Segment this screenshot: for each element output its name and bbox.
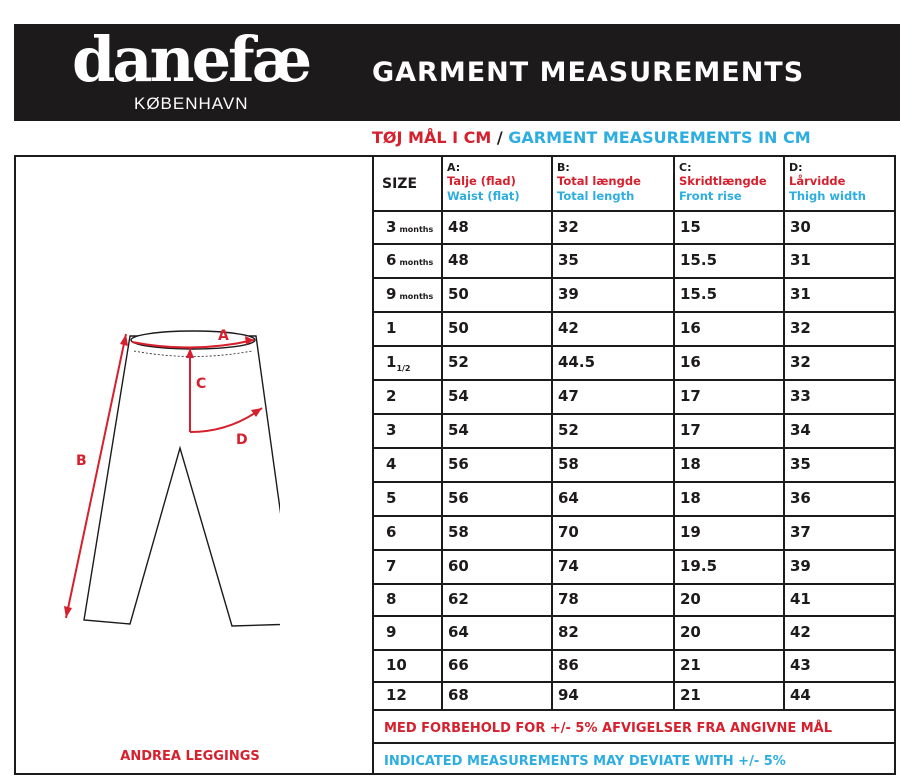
size-cell bbox=[386, 318, 396, 338]
measure-b-arrow bbox=[66, 334, 126, 618]
table-cell: 44.5 bbox=[558, 353, 596, 371]
table-cell: 43 bbox=[790, 656, 811, 674]
table-cell: 31 bbox=[790, 251, 811, 269]
table-cell: 94 bbox=[558, 686, 579, 704]
size-cell bbox=[386, 420, 396, 440]
label-c: C bbox=[196, 376, 207, 392]
table-row-divider bbox=[374, 345, 896, 347]
size-cell bbox=[386, 250, 433, 273]
label-a: A bbox=[218, 328, 229, 344]
size-cell bbox=[386, 589, 396, 609]
size-value: 5 bbox=[386, 489, 397, 507]
table-cell: 66 bbox=[448, 656, 469, 674]
table-row-divider bbox=[374, 649, 896, 651]
column-letter: B: bbox=[557, 161, 570, 174]
table-row-divider bbox=[374, 583, 896, 585]
table-cell: 17 bbox=[680, 387, 701, 405]
size-cell bbox=[386, 488, 396, 508]
size-value: 3 bbox=[386, 421, 397, 439]
table-row-divider bbox=[374, 243, 896, 245]
subtitle-separator: / bbox=[491, 128, 509, 147]
subtitle-english: GARMENT MEASUREMENTS IN CM bbox=[508, 128, 811, 147]
footnote-english: INDICATED MEASUREMENTS MAY DEVIATE WITH +/- 5% bbox=[384, 754, 786, 769]
table-cell: 39 bbox=[558, 285, 579, 303]
size-value: 7 bbox=[386, 557, 397, 575]
table-cell: 15.5 bbox=[680, 285, 718, 303]
table-row-divider bbox=[374, 615, 896, 617]
table-cell: 15 bbox=[680, 218, 701, 236]
size-cell bbox=[386, 685, 407, 705]
table-cell: 33 bbox=[790, 387, 811, 405]
size-value: 6 bbox=[386, 523, 397, 541]
size-cell bbox=[386, 284, 433, 307]
footnote-danish: MED FORBEHOLD FOR +/- 5% AFVIGELSER FRA ANGIVNE MÅL bbox=[384, 721, 833, 736]
table-row-divider bbox=[374, 379, 896, 381]
size-cell bbox=[386, 352, 411, 379]
table-cell: 48 bbox=[448, 251, 469, 269]
column-letter: A: bbox=[447, 161, 461, 174]
size-value: 1 bbox=[386, 319, 397, 337]
brand-name: danefæ bbox=[72, 23, 310, 96]
table-column-divider bbox=[441, 157, 443, 710]
table-cell: 64 bbox=[448, 623, 469, 641]
table-row-divider bbox=[374, 447, 896, 449]
table-cell: 19.5 bbox=[680, 557, 718, 575]
column-label-danish: Lårvidde bbox=[789, 174, 846, 188]
table-row-divider bbox=[374, 549, 896, 551]
column-label-danish: Total længde bbox=[557, 174, 641, 188]
table-cell: 54 bbox=[448, 387, 469, 405]
table-cell: 74 bbox=[558, 557, 579, 575]
table-cell: 64 bbox=[558, 489, 579, 507]
table-cell: 35 bbox=[558, 251, 579, 269]
size-suffix: months bbox=[399, 225, 434, 234]
table-cell: 31 bbox=[790, 285, 811, 303]
table-cell: 50 bbox=[448, 285, 469, 303]
column-label-english: Thigh width bbox=[789, 189, 866, 203]
size-cell bbox=[386, 556, 396, 576]
table-cell: 20 bbox=[680, 590, 701, 608]
table-cell: 44 bbox=[790, 686, 811, 704]
waistband bbox=[131, 331, 255, 349]
table-row-divider bbox=[374, 515, 896, 517]
leggings-diagram bbox=[50, 320, 280, 640]
column-label-danish: Talje (flad) bbox=[447, 174, 516, 188]
table-cell: 32 bbox=[558, 218, 579, 236]
brand-logo bbox=[72, 24, 332, 121]
size-value: 9 bbox=[386, 623, 397, 641]
size-value: 9 bbox=[386, 285, 397, 303]
table-cell: 34 bbox=[790, 421, 811, 439]
size-suffix: months bbox=[399, 292, 434, 301]
size-header: SIZE bbox=[382, 176, 418, 192]
table-cell: 32 bbox=[790, 319, 811, 337]
table-cell: 52 bbox=[558, 421, 579, 439]
table-cell: 56 bbox=[448, 455, 469, 473]
table-cell: 18 bbox=[680, 489, 701, 507]
size-value: 12 bbox=[386, 686, 407, 704]
table-cell: 82 bbox=[558, 623, 579, 641]
column-label-english: Waist (flat) bbox=[447, 189, 520, 203]
table-row-divider bbox=[374, 277, 896, 279]
table-row-divider bbox=[374, 210, 896, 212]
subtitle-danish: TØJ MÅL I CM bbox=[372, 128, 492, 147]
table-cell: 16 bbox=[680, 319, 701, 337]
table-row-divider bbox=[374, 681, 896, 683]
table-cell: 18 bbox=[680, 455, 701, 473]
header-bar bbox=[14, 24, 900, 121]
subtitle bbox=[372, 127, 811, 149]
table-cell: 48 bbox=[448, 218, 469, 236]
size-cell bbox=[386, 622, 396, 642]
size-cell bbox=[386, 522, 396, 542]
table-cell: 56 bbox=[448, 489, 469, 507]
table-cell: 16 bbox=[680, 353, 701, 371]
table-cell: 15.5 bbox=[680, 251, 718, 269]
table-cell: 86 bbox=[558, 656, 579, 674]
table-row-divider bbox=[374, 481, 896, 483]
table-cell: 19 bbox=[680, 523, 701, 541]
table-row-divider bbox=[374, 311, 896, 313]
column-letter: D: bbox=[789, 161, 803, 174]
table-cell: 39 bbox=[790, 557, 811, 575]
table-cell: 30 bbox=[790, 218, 811, 236]
label-b: B bbox=[76, 453, 87, 469]
table-cell: 21 bbox=[680, 656, 701, 674]
table-row-divider bbox=[374, 413, 896, 415]
table-row-divider bbox=[374, 742, 896, 744]
size-cell bbox=[386, 386, 396, 406]
brand-city: KØBENHAVN bbox=[134, 94, 249, 113]
size-value: 6 bbox=[386, 251, 397, 269]
label-d: D bbox=[236, 432, 248, 448]
size-cell bbox=[386, 454, 396, 474]
table-cell: 68 bbox=[448, 686, 469, 704]
size-value: 2 bbox=[386, 387, 397, 405]
table-cell: 78 bbox=[558, 590, 579, 608]
size-value: 8 bbox=[386, 590, 397, 608]
size-suffix: months bbox=[399, 258, 434, 267]
product-name: ANDREA LEGGINGS bbox=[120, 749, 260, 764]
column-letter: C: bbox=[679, 161, 692, 174]
column-label-english: Front rise bbox=[679, 189, 742, 203]
table-column-divider bbox=[783, 157, 785, 710]
leggings-outline bbox=[84, 336, 280, 626]
table-cell: 52 bbox=[448, 353, 469, 371]
table-column-divider bbox=[673, 157, 675, 710]
table-cell: 58 bbox=[448, 523, 469, 541]
column-label-danish: Skridtlængde bbox=[679, 174, 767, 188]
size-value: 3 bbox=[386, 218, 397, 236]
measure-d-arrow bbox=[190, 408, 262, 432]
table-cell: 32 bbox=[790, 353, 811, 371]
table-cell: 37 bbox=[790, 523, 811, 541]
table-cell: 50 bbox=[448, 319, 469, 337]
table-cell: 36 bbox=[790, 489, 811, 507]
size-suffix: 1/2 bbox=[396, 364, 411, 373]
table-cell: 41 bbox=[790, 590, 811, 608]
page-title: GARMENT MEASUREMENTS bbox=[372, 57, 805, 88]
table-cell: 17 bbox=[680, 421, 701, 439]
table-cell: 70 bbox=[558, 523, 579, 541]
table-cell: 60 bbox=[448, 557, 469, 575]
table-cell: 21 bbox=[680, 686, 701, 704]
column-label-english: Total length bbox=[557, 189, 635, 203]
size-value: 10 bbox=[386, 656, 407, 674]
table-cell: 42 bbox=[558, 319, 579, 337]
table-cell: 54 bbox=[448, 421, 469, 439]
size-cell bbox=[386, 217, 433, 240]
table-row-divider bbox=[374, 709, 896, 711]
table-cell: 47 bbox=[558, 387, 579, 405]
table-cell: 62 bbox=[448, 590, 469, 608]
size-value: 4 bbox=[386, 455, 397, 473]
table-cell: 58 bbox=[558, 455, 579, 473]
table-cell: 20 bbox=[680, 623, 701, 641]
table-cell: 35 bbox=[790, 455, 811, 473]
size-value: 1 bbox=[386, 353, 397, 371]
table-cell: 42 bbox=[790, 623, 811, 641]
size-cell bbox=[386, 655, 407, 675]
table-column-divider bbox=[551, 157, 553, 710]
